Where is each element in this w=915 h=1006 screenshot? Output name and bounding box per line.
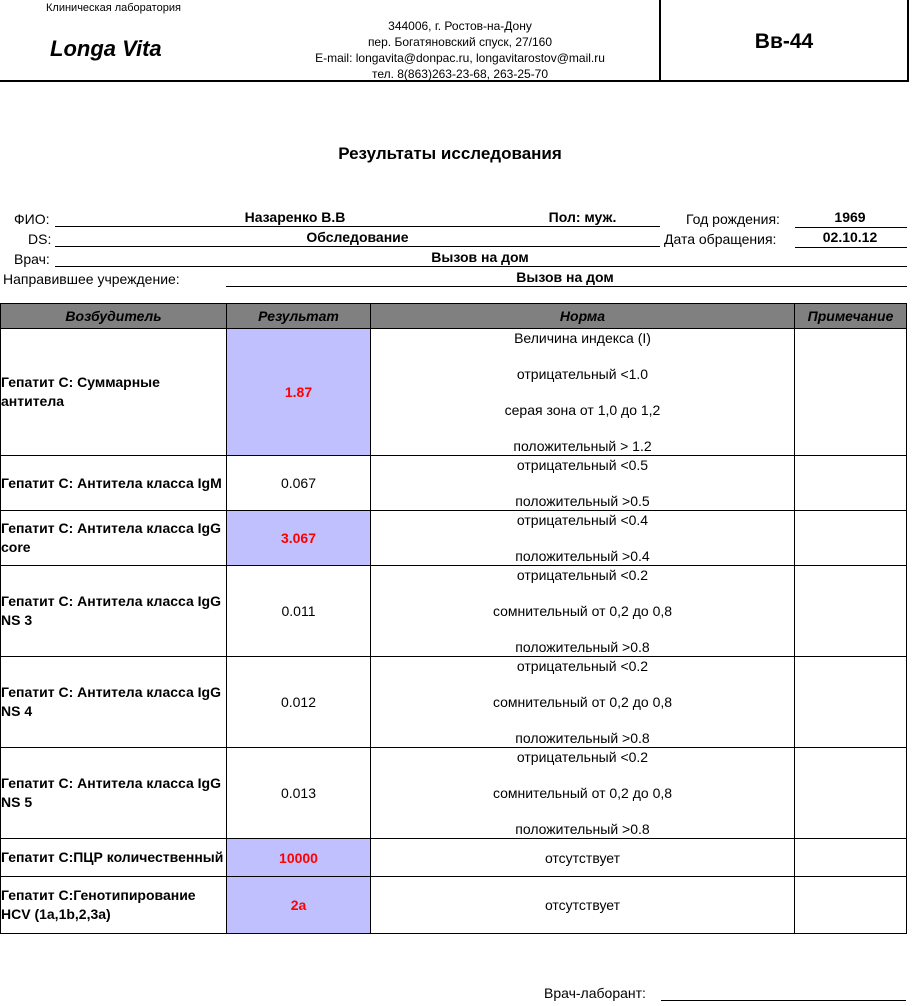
ds-label: DS:: [28, 231, 52, 247]
norm-cell: [371, 657, 795, 748]
norm-cell: [371, 456, 795, 511]
table-row: [1, 877, 907, 934]
pathogen-cell: Гепатит С: Антитела класса IgG NS 3: [1, 566, 227, 657]
table-row: [1, 329, 907, 456]
page-title: Результаты исследования: [338, 144, 562, 163]
note-cell: [795, 329, 907, 456]
col-header-pathogen: Возбудитель: [1, 304, 227, 329]
note-cell: [795, 456, 907, 511]
birth-value: 1969: [834, 209, 866, 225]
fio-underline: [55, 226, 660, 227]
norm-cell: отсутствует: [371, 877, 795, 934]
col-header-result: Результат: [227, 304, 371, 329]
note-cell: [795, 511, 907, 566]
col-header-note: Примечание: [795, 304, 907, 329]
pathogen-cell: Гепатит С: Антитела класса IgM: [1, 456, 227, 511]
pathogen-cell: Гепатит С: Антитела класса IgG NS 4: [1, 657, 227, 748]
institution-label: Направившее учреждение:: [3, 271, 180, 287]
address-line: E-mail: longavita@donpac.ru, longavitarostov@mail.ru: [315, 51, 605, 65]
note-cell: [795, 748, 907, 839]
norm-cell: [371, 566, 795, 657]
norm-line: отрицательный <0.2: [516, 749, 649, 765]
norm-line: отрицательный <0.5: [516, 457, 649, 473]
norm-line: сомнительный от 0,2 до 0,8: [492, 785, 673, 801]
pathogen-cell: Гепатит С: Суммарные антитела: [1, 329, 227, 456]
pathogen-cell: Гепатит С:Генотипирование HCV (1a,1b,2,3a): [1, 877, 227, 934]
pathogen-cell: Гепатит С: Антитела класса IgG core: [1, 511, 227, 566]
norm-line: отрицательный <0.2: [516, 658, 649, 674]
fio-value: Назаренко В.В: [244, 209, 346, 225]
result-cell: 0.011: [227, 566, 371, 657]
date-value: 02.10.12: [822, 229, 878, 245]
col-header-norm: Норма: [371, 304, 795, 329]
norm-line: отрицательный <0.4: [516, 512, 649, 528]
result-cell: 10000: [227, 839, 371, 877]
birth-underline: [795, 227, 907, 228]
fio-label: ФИО:: [14, 211, 50, 227]
pathogen-cell: Гепатит С: Антитела класса IgG NS 5: [1, 748, 227, 839]
norm-line: отрицательный <0.2: [516, 567, 649, 583]
doctor-underline: [55, 266, 907, 267]
note-cell: [795, 566, 907, 657]
norm-line: положительный >0.8: [515, 639, 650, 655]
table-row: [1, 456, 907, 511]
norm-line: серая зона от 1,0 до 1,2: [504, 402, 661, 418]
table-row: [1, 657, 907, 748]
norm-line: положительный >0.8: [515, 730, 650, 746]
signature-label: Врач-лаборант:: [544, 985, 646, 1001]
norm-cell: [371, 748, 795, 839]
table-row: [1, 511, 907, 566]
note-cell: [795, 657, 907, 748]
institution-underline: [226, 286, 907, 287]
norm-line: Величина индекса (I): [514, 330, 651, 346]
table-header-row: [1, 304, 907, 329]
sex-value: Пол: муж.: [548, 209, 617, 225]
address-line: пер. Богатяновский спуск, 27/160: [367, 35, 553, 49]
result-cell: 0.013: [227, 748, 371, 839]
form-code: Вв-44: [754, 30, 814, 53]
table-row: [1, 566, 907, 657]
institution-value: Вызов на дом: [516, 269, 614, 285]
norm-cell: [371, 329, 795, 456]
results-table: [0, 303, 907, 934]
date-label: Дата обращения:: [664, 231, 777, 247]
norm-cell: [371, 511, 795, 566]
result-cell: 0.012: [227, 657, 371, 748]
lab-caption: Клиническая лаборатория: [46, 2, 181, 14]
norm-line: отрицательный <1.0: [516, 366, 649, 382]
pathogen-cell: Гепатит С:ПЦР количественный: [1, 839, 227, 877]
table-row: [1, 839, 907, 877]
ds-underline: [55, 246, 660, 247]
date-underline: [795, 247, 907, 248]
norm-line: сомнительный от 0,2 до 0,8: [492, 694, 673, 710]
address-line: тел. 8(863)263-23-68, 263-25-70: [371, 67, 549, 81]
lab-logo: Longa Vita: [50, 36, 162, 61]
norm-line: положительный >0.4: [515, 548, 650, 564]
result-cell: 2a: [227, 877, 371, 934]
result-cell: 0.067: [227, 456, 371, 511]
norm-line: положительный >0.5: [515, 493, 650, 509]
table-row: [1, 748, 907, 839]
norm-line: положительный > 1.2: [513, 438, 652, 454]
note-cell: [795, 877, 907, 934]
norm-line: положительный >0.8: [515, 821, 650, 837]
norm-line: сомнительный от 0,2 до 0,8: [492, 603, 673, 619]
note-cell: [795, 839, 907, 877]
header-divider: [0, 80, 660, 82]
doctor-label: Врач:: [14, 251, 50, 267]
result-cell: 1.87: [227, 329, 371, 456]
signature-line: [661, 1000, 906, 1001]
doctor-value: Вызов на дом: [431, 249, 529, 265]
address-line: 344006, г. Ростов-на-Дону: [388, 19, 532, 33]
norm-cell: отсутствует: [371, 839, 795, 877]
birth-label: Год рождения:: [686, 211, 780, 227]
ds-value: Обследование: [306, 229, 409, 245]
result-cell: 3.067: [227, 511, 371, 566]
lab-address: [250, 18, 670, 82]
